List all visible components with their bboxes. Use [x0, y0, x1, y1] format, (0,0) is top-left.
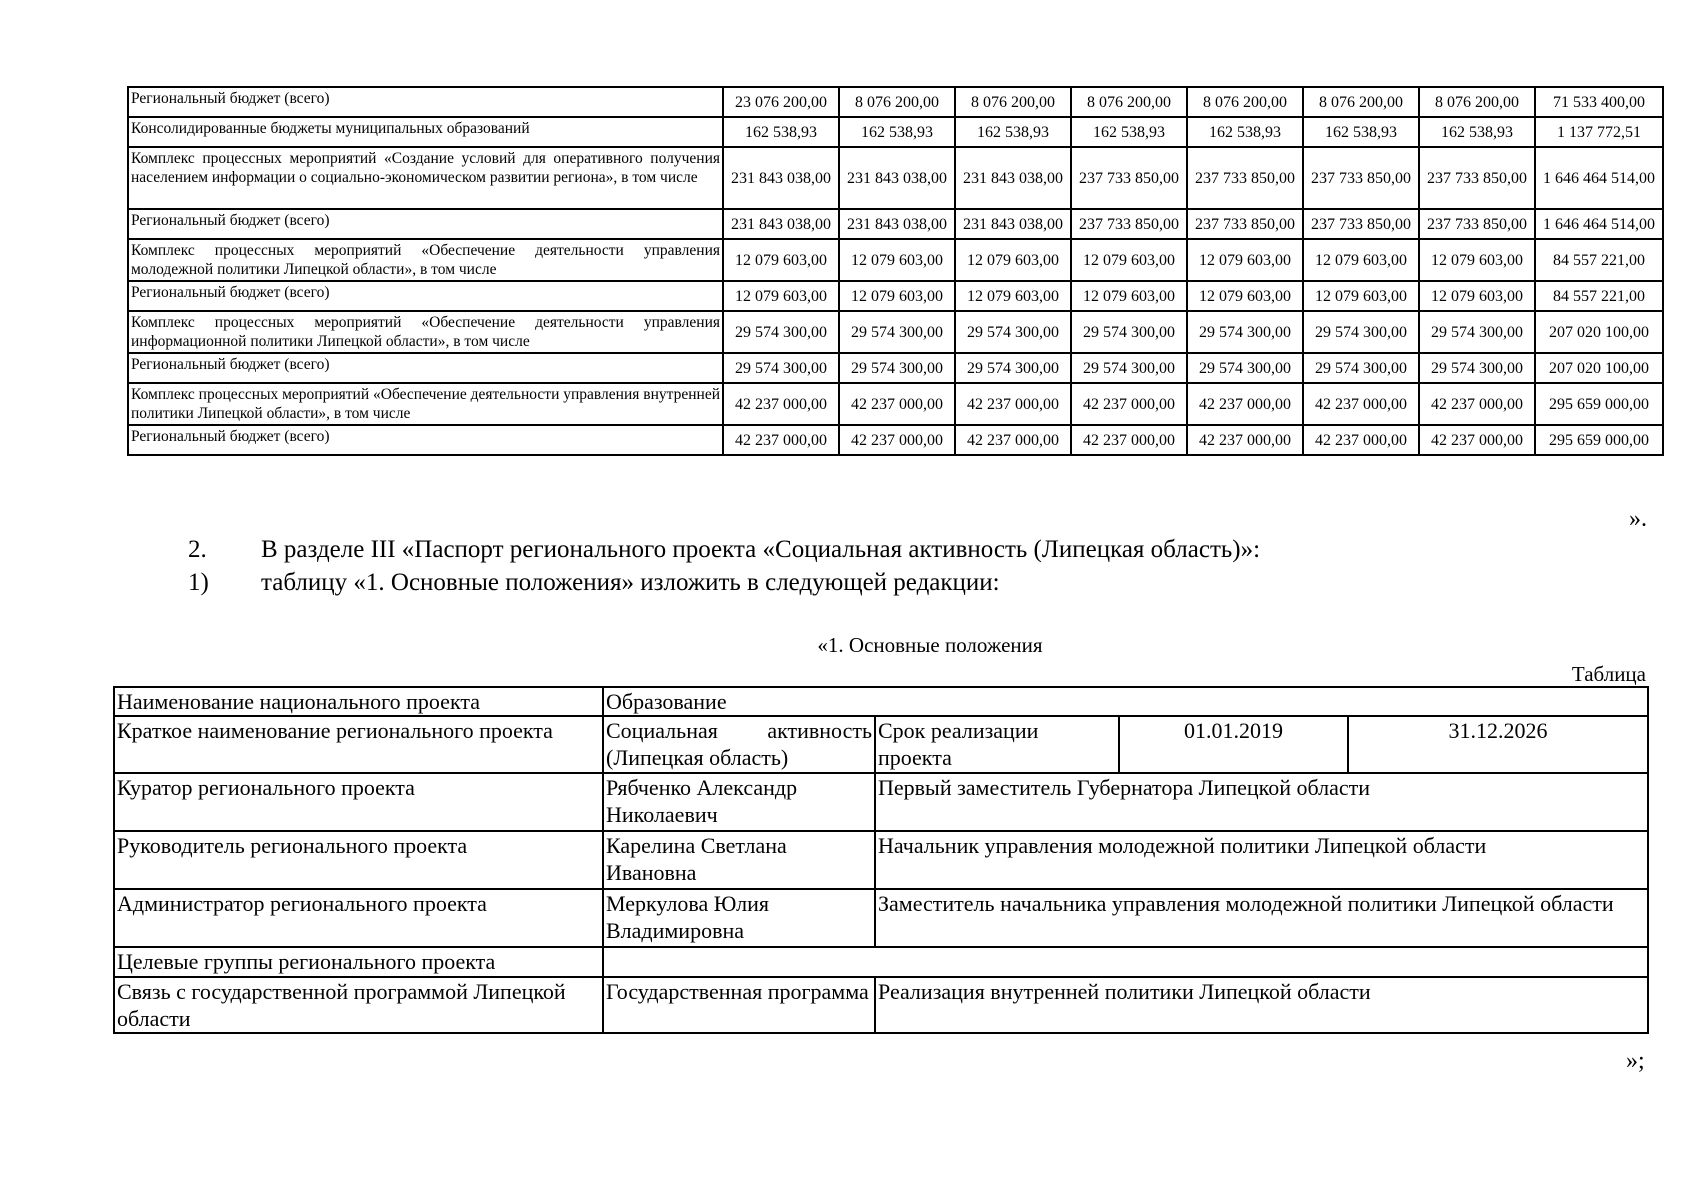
total-cell: 71 533 400,00 — [1535, 87, 1663, 117]
amount-cell: 42 237 000,00 — [723, 425, 839, 455]
row-label: Региональный бюджет (всего) — [128, 209, 723, 239]
table-row — [114, 831, 1648, 889]
amount-cell: 42 237 000,00 — [1071, 383, 1187, 425]
table-row — [128, 117, 1663, 147]
amount-cell: 237 733 850,00 — [1187, 147, 1303, 209]
amount-cell: 42 237 000,00 — [1303, 383, 1419, 425]
amount-cell: 237 733 850,00 — [1071, 209, 1187, 239]
amount-cell: 231 843 038,00 — [839, 147, 955, 209]
term-label: Срок реализации проекта — [875, 716, 1119, 773]
total-cell: 1 646 464 514,00 — [1535, 147, 1663, 209]
term-start-date: 01.01.2019 — [1119, 716, 1348, 773]
amount-cell: 237 733 850,00 — [1303, 147, 1419, 209]
program-link-value: Реализация внутренней политики Липецкой области — [875, 977, 1648, 1033]
amount-cell: 162 538,93 — [1419, 117, 1535, 147]
row-label: Комплекс процессных мероприятий «Обеспечение деятельности управления внутренней политики Липецкой области», в том числе — [128, 383, 723, 425]
amount-cell: 8 076 200,00 — [1071, 87, 1187, 117]
amount-cell: 8 076 200,00 — [1187, 87, 1303, 117]
national-project-label: Наименование национального проекта — [114, 687, 603, 716]
budget-table-body — [128, 87, 1663, 455]
amount-cell: 42 237 000,00 — [1187, 383, 1303, 425]
amount-cell: 231 843 038,00 — [955, 209, 1071, 239]
table-row — [128, 239, 1663, 281]
amount-cell: 12 079 603,00 — [1419, 281, 1535, 311]
row-label: Региональный бюджет (всего) — [128, 87, 723, 117]
table-row — [114, 716, 1648, 773]
admin-name: Меркулова Юлия Владимировна — [603, 889, 875, 947]
closing-quote: ». — [1629, 506, 1647, 532]
amount-cell: 231 843 038,00 — [723, 147, 839, 209]
amount-cell: 42 237 000,00 — [1071, 425, 1187, 455]
table-caption: «1. Основные положения — [817, 633, 1043, 657]
table-row — [114, 687, 1648, 716]
amount-cell: 12 079 603,00 — [1187, 281, 1303, 311]
amount-cell: 237 733 850,00 — [1419, 147, 1535, 209]
amount-cell: 29 574 300,00 — [1303, 311, 1419, 353]
target-groups-label: Целевые группы регионального проекта — [114, 947, 603, 977]
amount-cell: 42 237 000,00 — [1419, 425, 1535, 455]
amount-cell: 29 574 300,00 — [1187, 353, 1303, 383]
row-label: Комплекс процессных мероприятий «Обеспечение деятельности управления информационной политики Липецкой области», в том числе — [128, 311, 723, 353]
program-link-type: Государственная программа — [603, 977, 875, 1033]
row-label: Региональный бюджет (всего) — [128, 425, 723, 455]
total-cell: 207 020 100,00 — [1535, 353, 1663, 383]
amount-cell: 162 538,93 — [1187, 117, 1303, 147]
amount-cell: 231 843 038,00 — [839, 209, 955, 239]
amount-cell: 29 574 300,00 — [723, 353, 839, 383]
table-row — [128, 209, 1663, 239]
amount-cell: 29 574 300,00 — [839, 353, 955, 383]
amount-cell: 42 237 000,00 — [839, 425, 955, 455]
row-label: Региональный бюджет (всего) — [128, 353, 723, 383]
amount-cell: 29 574 300,00 — [1071, 353, 1187, 383]
amount-cell: 29 574 300,00 — [1419, 353, 1535, 383]
table-row — [128, 311, 1663, 353]
amount-cell: 29 574 300,00 — [955, 353, 1071, 383]
row-label: Комплекс процессных мероприятий «Обеспечение деятельности управления молодежной политики Липецкой области», в том числе — [128, 239, 723, 281]
short-name-value: Социальная активность (Липецкая область) — [603, 716, 875, 773]
amount-cell: 12 079 603,00 — [1303, 239, 1419, 281]
closing-quote-semicolon: »; — [1626, 1048, 1645, 1074]
total-cell: 84 557 221,00 — [1535, 281, 1663, 311]
amount-cell: 12 079 603,00 — [955, 239, 1071, 281]
amount-cell: 12 079 603,00 — [723, 239, 839, 281]
amount-cell: 237 733 850,00 — [1419, 209, 1535, 239]
amount-cell: 12 079 603,00 — [839, 281, 955, 311]
paragraph-text: В разделе III «Паспорт регионального проекта «Социальная активность (Липецкая область)»: — [261, 536, 1261, 563]
amount-cell: 42 237 000,00 — [723, 383, 839, 425]
amount-cell: 231 843 038,00 — [955, 147, 1071, 209]
table-label: Таблица — [1571, 662, 1646, 686]
amount-cell: 12 079 603,00 — [1303, 281, 1419, 311]
amount-cell: 12 079 603,00 — [1071, 281, 1187, 311]
table-row — [128, 383, 1663, 425]
term-end-date: 31.12.2026 — [1348, 716, 1648, 773]
program-link-label: Связь с государственной программой Липецкой области — [114, 977, 603, 1033]
row-label: Региональный бюджет (всего) — [128, 281, 723, 311]
admin-position: Заместитель начальника управления молодежной политики Липецкой области — [875, 889, 1648, 947]
amount-cell: 42 237 000,00 — [955, 383, 1071, 425]
table-row — [128, 87, 1663, 117]
admin-label: Администратор регионального проекта — [114, 889, 603, 947]
amount-cell: 29 574 300,00 — [1187, 311, 1303, 353]
amount-cell: 8 076 200,00 — [955, 87, 1071, 117]
table-row — [128, 281, 1663, 311]
curator-name: Рябченко Александр Николаевич — [603, 773, 875, 831]
amount-cell: 29 574 300,00 — [1419, 311, 1535, 353]
total-cell: 207 020 100,00 — [1535, 311, 1663, 353]
paragraph-number: 1) — [188, 569, 209, 596]
amount-cell: 12 079 603,00 — [1187, 239, 1303, 281]
short-name-label: Краткое наименование регионального проекта — [114, 716, 603, 773]
budget-table — [127, 86, 1664, 456]
amount-cell: 29 574 300,00 — [1303, 353, 1419, 383]
amount-cell: 12 079 603,00 — [723, 281, 839, 311]
amount-cell: 162 538,93 — [955, 117, 1071, 147]
amount-cell: 162 538,93 — [839, 117, 955, 147]
amount-cell: 42 237 000,00 — [1187, 425, 1303, 455]
curator-label: Куратор регионального проекта — [114, 773, 603, 831]
national-project-value: Образование — [603, 687, 1648, 716]
table-row — [128, 425, 1663, 455]
amount-cell: 237 733 850,00 — [1303, 209, 1419, 239]
curator-position: Первый заместитель Губернатора Липецкой области — [875, 773, 1648, 831]
amount-cell: 29 574 300,00 — [1071, 311, 1187, 353]
amount-cell: 29 574 300,00 — [955, 311, 1071, 353]
row-label: Комплекс процессных мероприятий «Создание условий для оперативного получения населением информации о социально-экономическом развитии региона», в том числе — [128, 147, 723, 209]
amount-cell: 12 079 603,00 — [839, 239, 955, 281]
table-row — [128, 353, 1663, 383]
total-cell: 295 659 000,00 — [1535, 425, 1663, 455]
table-row — [128, 147, 1663, 209]
head-position: Начальник управления молодежной политики Липецкой области — [875, 831, 1648, 889]
main-provisions-table — [113, 686, 1649, 1034]
total-cell: 84 557 221,00 — [1535, 239, 1663, 281]
amount-cell: 162 538,93 — [1303, 117, 1419, 147]
amount-cell: 8 076 200,00 — [839, 87, 955, 117]
amount-cell: 42 237 000,00 — [955, 425, 1071, 455]
table-row — [114, 977, 1648, 1033]
amount-cell: 231 843 038,00 — [723, 209, 839, 239]
amount-cell: 29 574 300,00 — [723, 311, 839, 353]
total-cell: 1 646 464 514,00 — [1535, 209, 1663, 239]
amount-cell: 12 079 603,00 — [955, 281, 1071, 311]
head-label: Руководитель регионального проекта — [114, 831, 603, 889]
total-cell: 1 137 772,51 — [1535, 117, 1663, 147]
amount-cell: 8 076 200,00 — [1303, 87, 1419, 117]
head-name: Карелина Светлана Ивановна — [603, 831, 875, 889]
table-row — [114, 947, 1648, 977]
table-row — [114, 773, 1648, 831]
amount-cell: 23 076 200,00 — [723, 87, 839, 117]
row-label: Консолидированные бюджеты муниципальных образований — [128, 117, 723, 147]
amount-cell: 237 733 850,00 — [1187, 209, 1303, 239]
amount-cell: 8 076 200,00 — [1419, 87, 1535, 117]
paragraph-text: таблицу «1. Основные положения» изложить в следующей редакции: — [261, 569, 1000, 596]
amount-cell: 162 538,93 — [1071, 117, 1187, 147]
amount-cell: 162 538,93 — [723, 117, 839, 147]
amount-cell: 42 237 000,00 — [1419, 383, 1535, 425]
amount-cell: 237 733 850,00 — [1071, 147, 1187, 209]
amount-cell: 42 237 000,00 — [1303, 425, 1419, 455]
target-groups-value — [603, 947, 1648, 977]
amount-cell: 29 574 300,00 — [839, 311, 955, 353]
table-row — [114, 889, 1648, 947]
amount-cell: 12 079 603,00 — [1419, 239, 1535, 281]
amount-cell: 12 079 603,00 — [1071, 239, 1187, 281]
total-cell: 295 659 000,00 — [1535, 383, 1663, 425]
amount-cell: 42 237 000,00 — [839, 383, 955, 425]
paragraph-number: 2. — [188, 536, 207, 563]
